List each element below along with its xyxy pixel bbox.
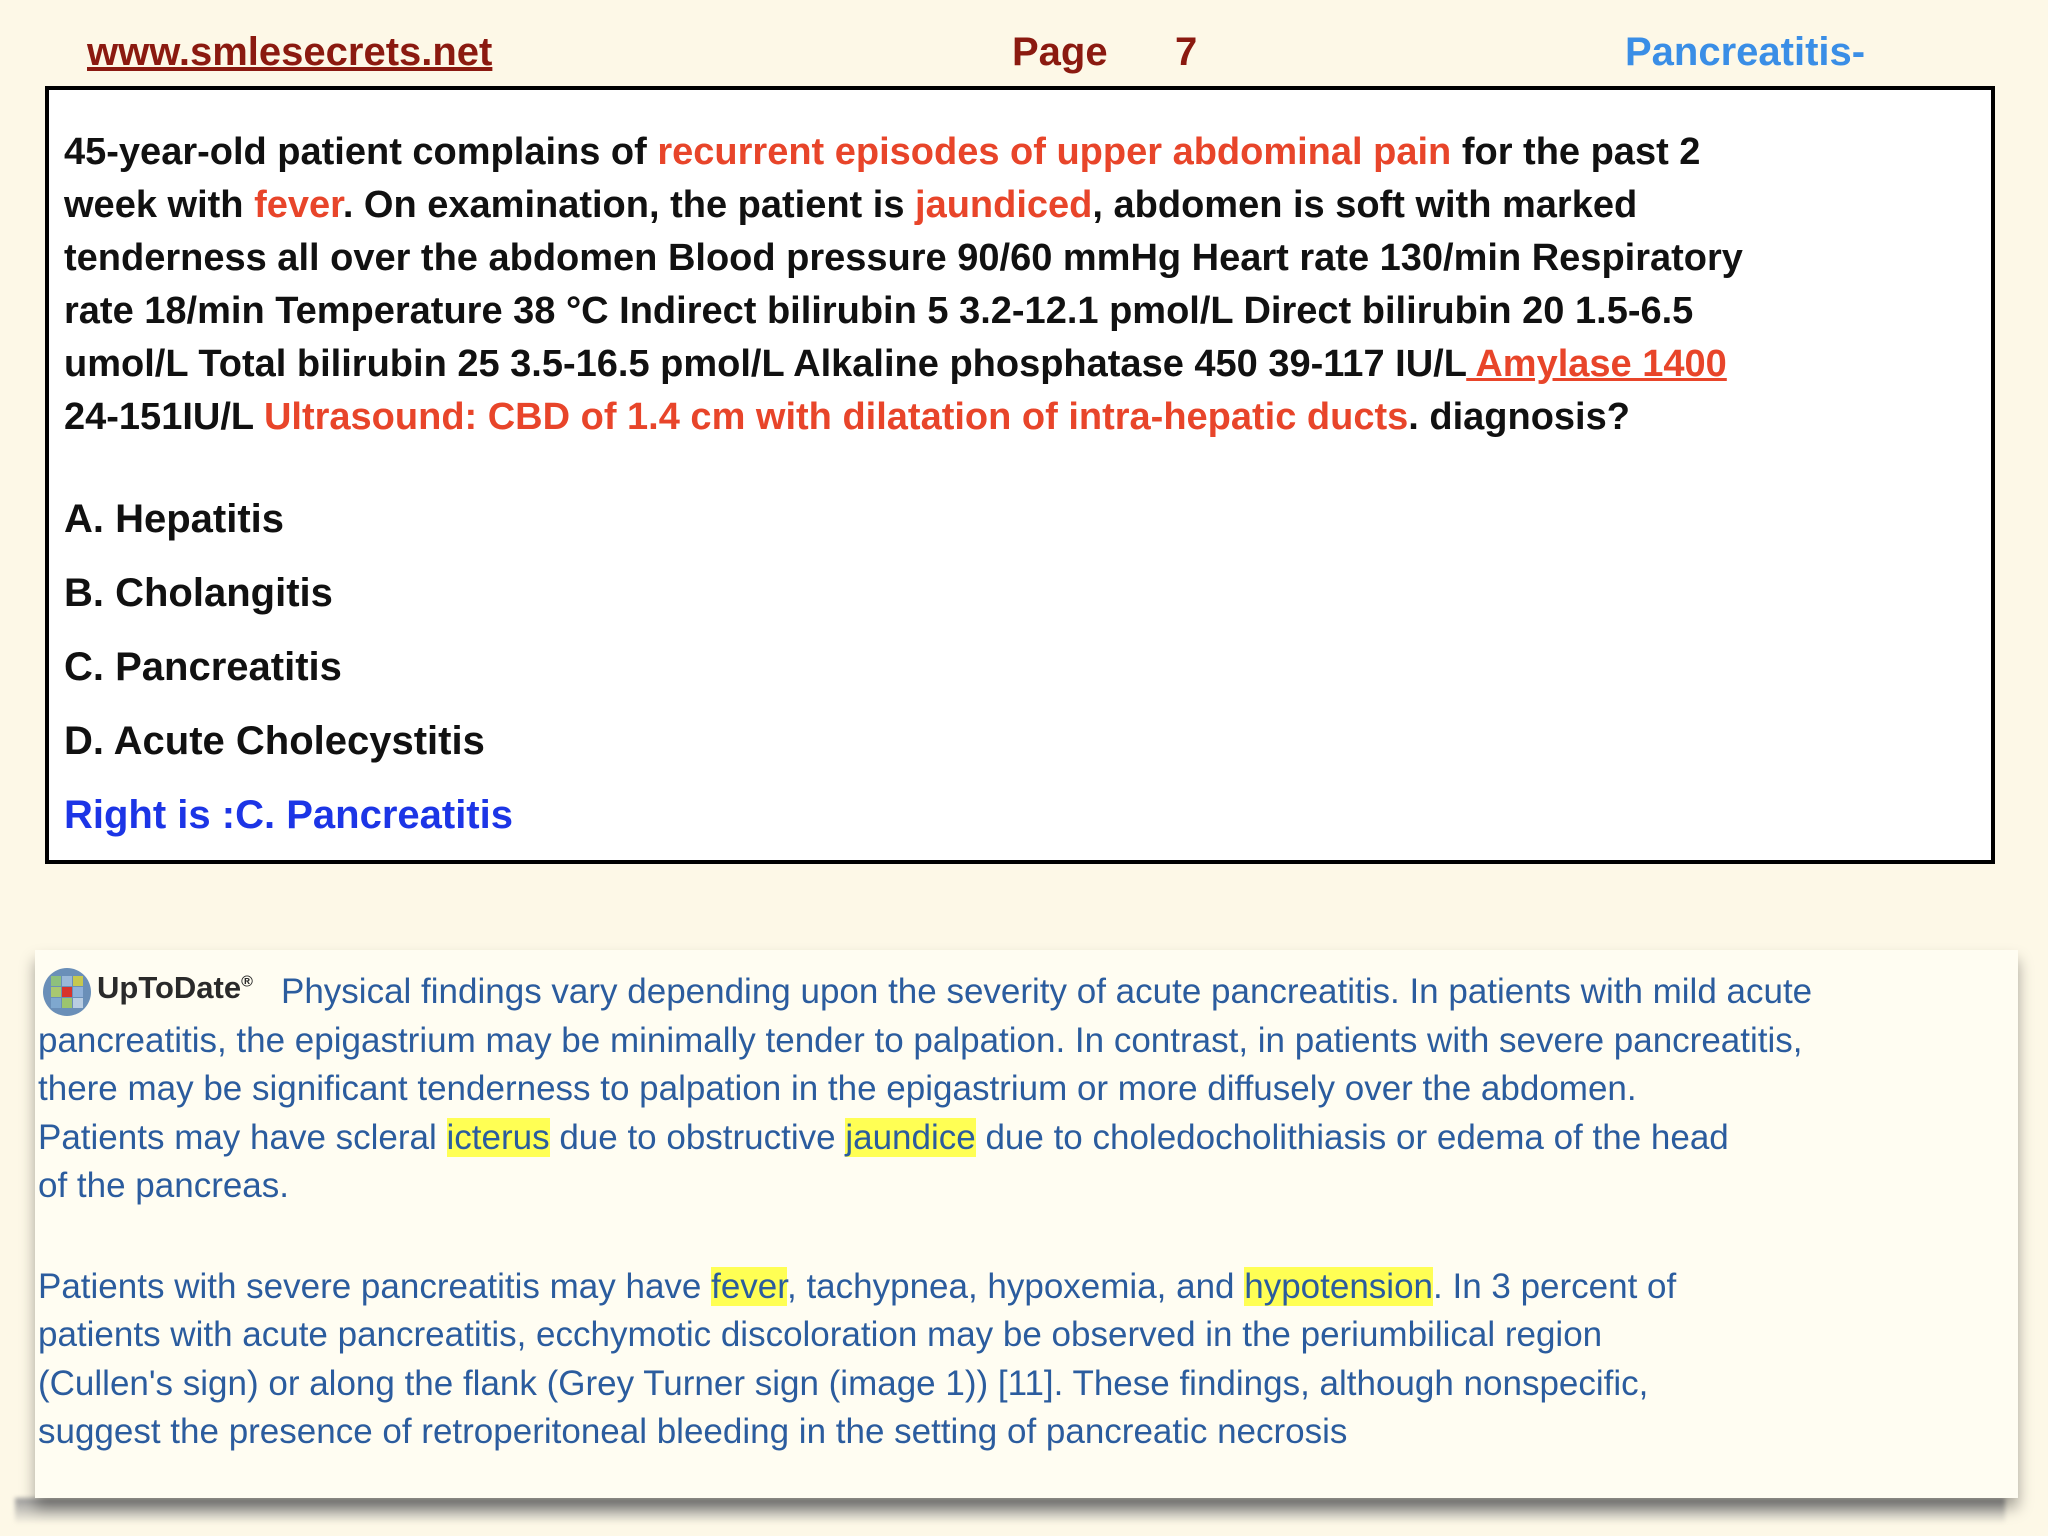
- reference-text: [38, 968, 2023, 1457]
- ref-line: of the pancreas.: [38, 1166, 289, 1205]
- question-stem: [64, 126, 1994, 444]
- option-a: A. Hepatitis: [64, 497, 285, 541]
- option-c: C. Pancreatitis: [64, 645, 342, 689]
- question-box: [45, 86, 1995, 864]
- page-label: Page: [1012, 30, 1108, 74]
- ref-line: pancreatitis, the epigastrium may be minimally tender to palpation. In contrast, in patients with severe pancreatitis,: [38, 1020, 1803, 1060]
- stem-line: tenderness all over the abdomen Blood pressure 90/60 mmHg Heart rate 130/min Respiratory: [64, 237, 1743, 279]
- option-d: D. Acute Cholecystitis: [64, 719, 485, 763]
- correct-answer: Right is :C. Pancreatitis: [64, 793, 513, 837]
- ref-line: Patients may have scleral icterus due to obstructive jaundice due to choledocholithiasis or edema of the head: [38, 1117, 1729, 1157]
- ref-line: Physical findings vary depending upon the severity of acute pancreatitis. In patients with mild acute: [281, 972, 1813, 1011]
- ref-line: there may be significant tenderness to palpation in the epigastrium or more diffusely over the abdomen.: [38, 1069, 1637, 1108]
- ref-line: Patients with severe pancreatitis may have fever, tachypnea, hypoxemia, and hypotension. In 3 percent of: [38, 1266, 1677, 1306]
- page-number: 7: [1175, 30, 1198, 74]
- stem-line: 45-year-old patient complains of recurrent episodes of upper abdominal pain for the past 2: [64, 131, 1701, 173]
- option-b: B. Cholangitis: [64, 571, 333, 615]
- ref-line: (Cullen's sign) or along the flank (Grey Turner sign (image 1)) [11]. These findings, although nonspecific,: [38, 1363, 1649, 1403]
- stem-line: umol/L Total bilirubin 25 3.5-16.5 pmol/L Alkaline phosphatase 450 39-117 IU/L Amylase 1400: [64, 343, 1727, 385]
- stem-line: week with fever. On examination, the patient is jaundiced, abdomen is soft with marked: [64, 184, 1638, 226]
- site-link[interactable]: www.smlesecrets.net: [87, 30, 493, 74]
- topic-title: Pancreatitis-: [1625, 30, 1866, 74]
- stem-line: rate 18/min Temperature 38 °C Indirect bilirubin 5 3.2-12.1 pmol/L Direct bilirubin 20 1.5-6.5: [64, 290, 1694, 332]
- answer-options: [64, 482, 513, 852]
- paper-shadow: [15, 1498, 2005, 1524]
- reference-excerpt: [35, 950, 2018, 1498]
- page-header: [0, 26, 2048, 86]
- stem-line: 24-151IU/L Ultrasound: CBD of 1.4 cm with dilatation of intra-hepatic ducts. diagnosis?: [64, 396, 1630, 438]
- ref-line: patients with acute pancreatitis, ecchymotic discoloration may be observed in the periumbilical region: [38, 1315, 1603, 1354]
- logo-text: UpToDate®: [97, 970, 253, 1005]
- ref-line: suggest the presence of retroperitoneal bleeding in the setting of pancreatic necrosis: [38, 1412, 1348, 1451]
